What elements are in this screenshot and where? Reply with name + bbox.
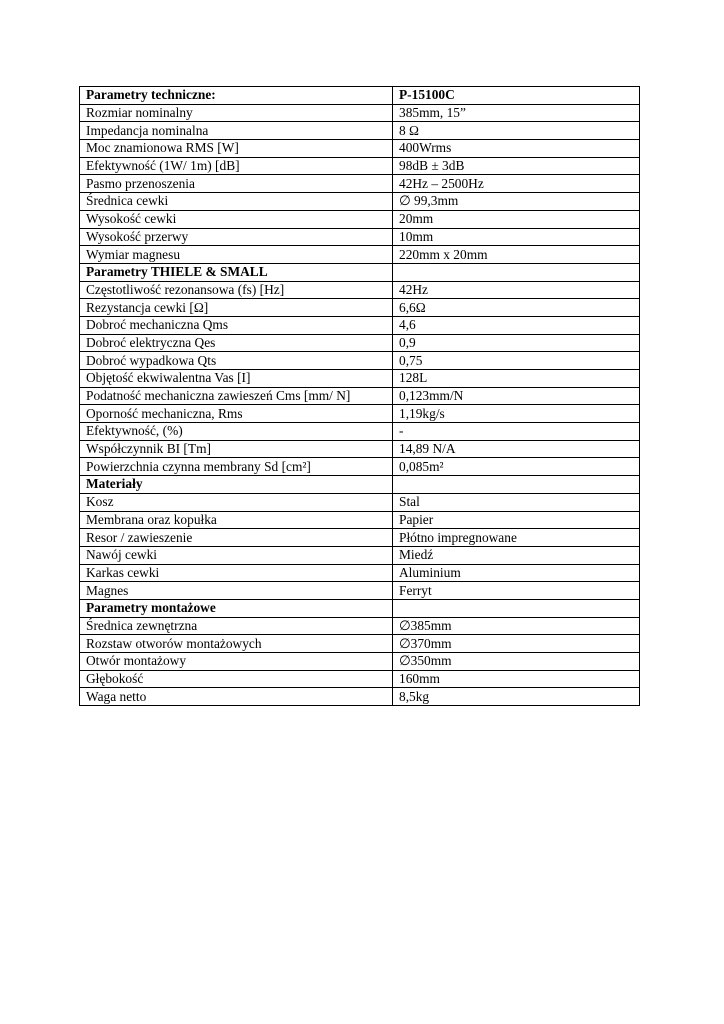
- parameter-value: ∅385mm: [393, 617, 640, 635]
- section-header-row: [80, 87, 640, 105]
- parameter-name: Rozmiar nominalny: [80, 104, 393, 122]
- section-header-row: [80, 476, 640, 494]
- parameter-name: Wymiar magnesu: [80, 246, 393, 264]
- section-value: [393, 263, 640, 281]
- parameter-name: Objętość ekwiwalentna Vas [I]: [80, 370, 393, 388]
- section-title: Parametry THIELE & SMALL: [80, 263, 393, 281]
- parameter-name: Wysokość cewki: [80, 210, 393, 228]
- parameter-value: 128L: [393, 370, 640, 388]
- table-row: [80, 122, 640, 140]
- parameter-value: ∅ 99,3mm: [393, 193, 640, 211]
- table-row: [80, 316, 640, 334]
- parameter-value: 20mm: [393, 210, 640, 228]
- table-row: [80, 458, 640, 476]
- table-row: [80, 670, 640, 688]
- parameter-value: 220mm x 20mm: [393, 246, 640, 264]
- section-value: P-15100C: [393, 87, 640, 105]
- table-row: [80, 423, 640, 441]
- parameter-value: 14,89 N/A: [393, 440, 640, 458]
- parameter-name: Głębokość: [80, 670, 393, 688]
- parameter-value: 42Hz: [393, 281, 640, 299]
- table-row: [80, 617, 640, 635]
- specification-table-body: [80, 87, 640, 706]
- table-row: [80, 688, 640, 706]
- section-value: [393, 599, 640, 617]
- table-row: [80, 334, 640, 352]
- parameter-value: 0,085m²: [393, 458, 640, 476]
- parameter-value: ∅370mm: [393, 635, 640, 653]
- parameter-name: Moc znamionowa RMS [W]: [80, 140, 393, 158]
- parameter-name: Współczynnik BI [Tm]: [80, 440, 393, 458]
- section-header-row: [80, 599, 640, 617]
- table-row: [80, 299, 640, 317]
- parameter-name: Rozstaw otworów montażowych: [80, 635, 393, 653]
- parameter-value: Stal: [393, 493, 640, 511]
- parameter-value: 42Hz – 2500Hz: [393, 175, 640, 193]
- table-row: [80, 175, 640, 193]
- table-row: [80, 635, 640, 653]
- specification-table: [79, 86, 640, 706]
- parameter-name: Efektywność, (%): [80, 423, 393, 441]
- table-row: [80, 157, 640, 175]
- table-row: [80, 228, 640, 246]
- parameter-value: Papier: [393, 511, 640, 529]
- table-row: [80, 193, 640, 211]
- parameter-name: Średnica zewnętrzna: [80, 617, 393, 635]
- parameter-name: Średnica cewki: [80, 193, 393, 211]
- parameter-value: -: [393, 423, 640, 441]
- parameter-value: 160mm: [393, 670, 640, 688]
- parameter-value: ∅350mm: [393, 653, 640, 671]
- parameter-value: 8 Ω: [393, 122, 640, 140]
- parameter-value: 0,75: [393, 352, 640, 370]
- parameter-name: Dobroć mechaniczna Qms: [80, 316, 393, 334]
- parameter-name: Pasmo przenoszenia: [80, 175, 393, 193]
- parameter-value: Miedź: [393, 546, 640, 564]
- parameter-value: 1,19kg/s: [393, 405, 640, 423]
- table-row: [80, 210, 640, 228]
- table-row: [80, 387, 640, 405]
- parameter-name: Otwór montażowy: [80, 653, 393, 671]
- table-row: [80, 546, 640, 564]
- table-row: [80, 370, 640, 388]
- parameter-value: 385mm, 15”: [393, 104, 640, 122]
- section-title: Materiały: [80, 476, 393, 494]
- section-header-row: [80, 263, 640, 281]
- section-title: Parametry techniczne:: [80, 87, 393, 105]
- parameter-name: Kosz: [80, 493, 393, 511]
- table-row: [80, 246, 640, 264]
- parameter-value: 6,6Ω: [393, 299, 640, 317]
- table-row: [80, 140, 640, 158]
- parameter-name: Karkas cewki: [80, 564, 393, 582]
- parameter-value: Ferryt: [393, 582, 640, 600]
- parameter-name: Dobroć elektryczna Qes: [80, 334, 393, 352]
- parameter-name: Nawój cewki: [80, 546, 393, 564]
- parameter-name: Membrana oraz kopułka: [80, 511, 393, 529]
- table-row: [80, 440, 640, 458]
- parameter-name: Waga netto: [80, 688, 393, 706]
- parameter-name: Powierzchnia czynna membrany Sd [cm²]: [80, 458, 393, 476]
- table-row: [80, 653, 640, 671]
- parameter-value: 0,123mm/N: [393, 387, 640, 405]
- parameter-name: Podatność mechaniczna zawieszeń Cms [mm/ N]: [80, 387, 393, 405]
- parameter-name: Magnes: [80, 582, 393, 600]
- table-row: [80, 511, 640, 529]
- parameter-value: 0,9: [393, 334, 640, 352]
- table-row: [80, 405, 640, 423]
- section-title: Parametry montażowe: [80, 599, 393, 617]
- parameter-name: Wysokość przerwy: [80, 228, 393, 246]
- parameter-name: Częstotliwość rezonansowa (fs) [Hz]: [80, 281, 393, 299]
- parameter-name: Rezystancja cewki [Ω]: [80, 299, 393, 317]
- parameter-name: Dobroć wypadkowa Qts: [80, 352, 393, 370]
- parameter-name: Impedancja nominalna: [80, 122, 393, 140]
- parameter-value: Aluminium: [393, 564, 640, 582]
- parameter-value: 98dB ± 3dB: [393, 157, 640, 175]
- parameter-value: Płótno impregnowane: [393, 529, 640, 547]
- parameter-name: Oporność mechaniczna, Rms: [80, 405, 393, 423]
- table-row: [80, 529, 640, 547]
- parameter-name: Efektywność (1W/ 1m) [dB]: [80, 157, 393, 175]
- parameter-name: Resor / zawieszenie: [80, 529, 393, 547]
- table-row: [80, 493, 640, 511]
- parameter-value: 4,6: [393, 316, 640, 334]
- table-row: [80, 564, 640, 582]
- table-row: [80, 281, 640, 299]
- table-row: [80, 104, 640, 122]
- table-row: [80, 352, 640, 370]
- table-row: [80, 582, 640, 600]
- parameter-value: 10mm: [393, 228, 640, 246]
- section-value: [393, 476, 640, 494]
- parameter-value: 8,5kg: [393, 688, 640, 706]
- parameter-value: 400Wrms: [393, 140, 640, 158]
